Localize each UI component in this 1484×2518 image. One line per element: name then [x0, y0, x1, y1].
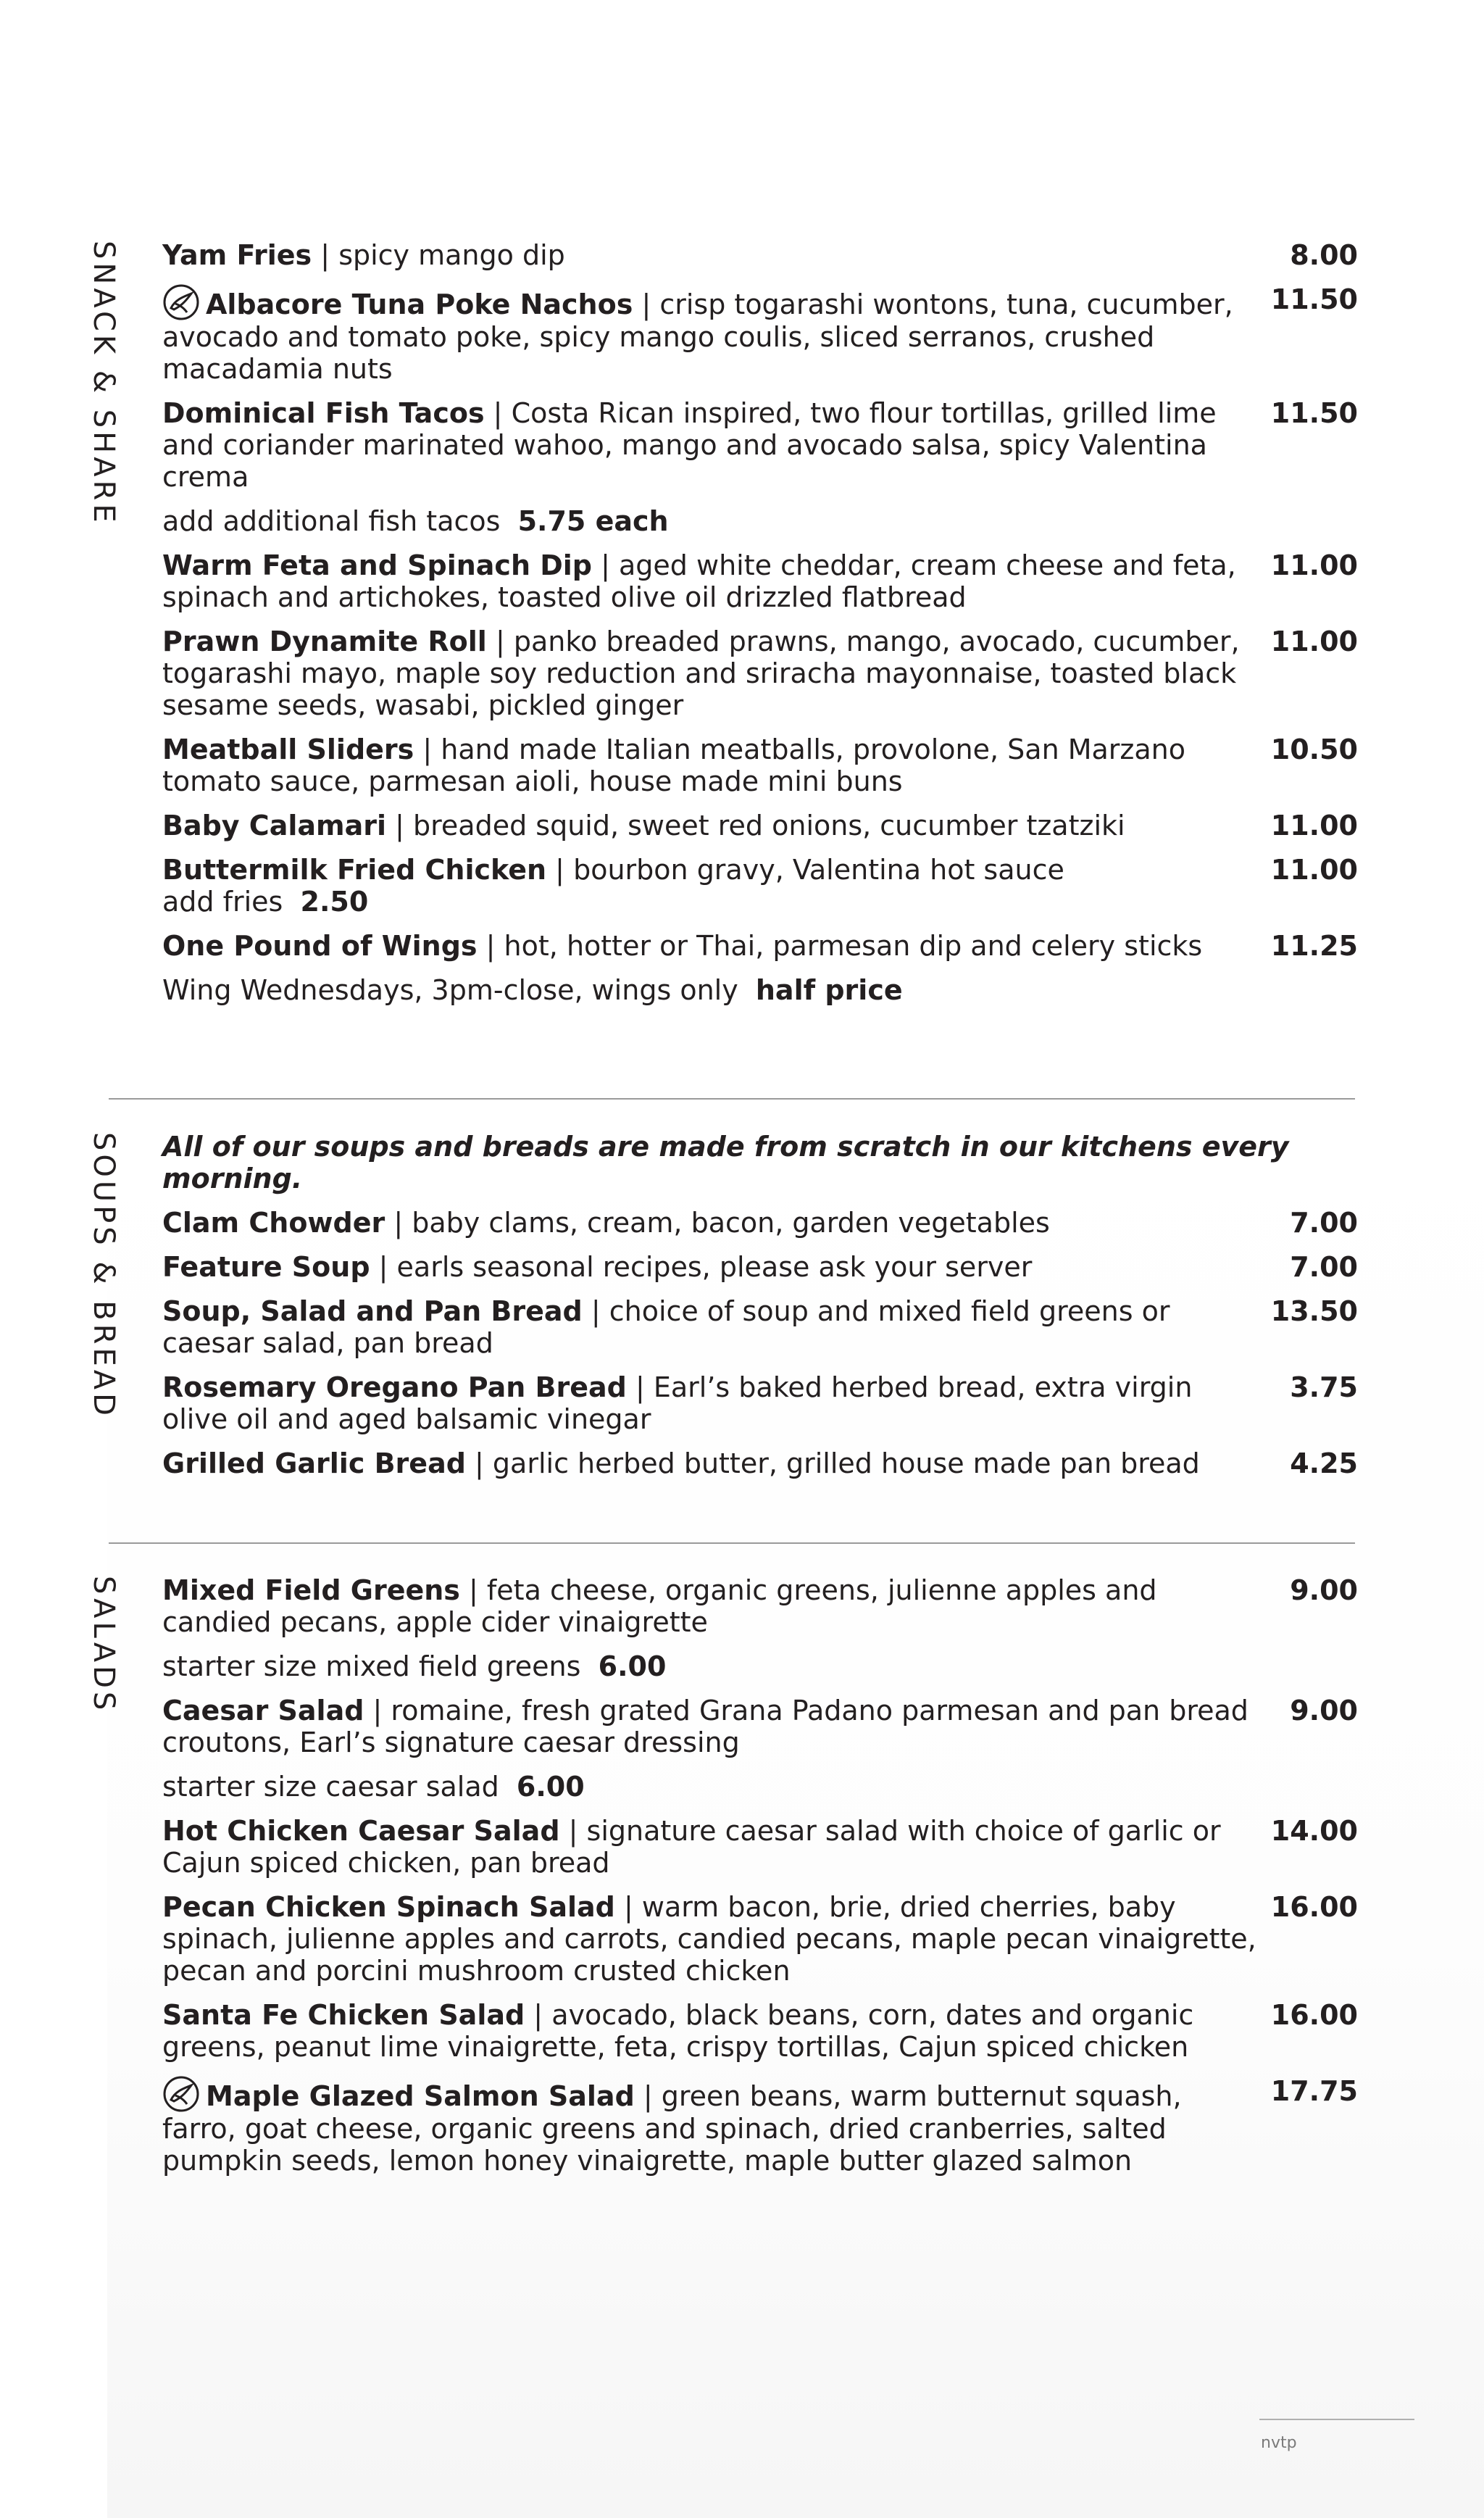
item-desc: earls seasonal recipes, please ask your server	[396, 1251, 1033, 1283]
menu-item: Santa Fe Chicken Salad | avocado, black beans, corn, dates and organic greens, peanut lime vinaigrette, feta, crispy tortillas, Cajun spiced chicken 16.00	[162, 1999, 1358, 2063]
item-price: 8.00	[1290, 239, 1358, 271]
item-desc: hot, hotter or Thai, parmesan dip and celery sticks	[504, 930, 1203, 962]
menu-item: Caesar Salad | romaine, fresh grated Grana Padano parmesan and pan bread croutons, Earl’s signature caesar dressing 9.00	[162, 1695, 1358, 1758]
footer-rule	[1259, 2419, 1414, 2420]
footer-code: nvtp	[1261, 2434, 1297, 2452]
item-price: 3.75	[1290, 1371, 1358, 1403]
section-divider	[109, 1542, 1355, 1544]
menu-item: Buttermilk Fried Chicken | bourbon gravy, Valentina hot sauce add fries 2.50 11.00	[162, 854, 1358, 918]
greens-starter-note: starter size mixed field greens 6.00	[162, 1650, 667, 1682]
item-desc: spicy mango dip	[338, 239, 565, 271]
item-price: 7.00	[1290, 1251, 1358, 1283]
soups-intro: All of our soups and breads are made from scratch in our kitchens every morning.	[162, 1131, 1289, 1194]
item-desc: Costa Rican inspired, two flour tortillas, grilled lime and coriander marinated wahoo, mango and avocado salsa, spicy Valentina crema	[162, 397, 1217, 493]
item-price: 11.50	[1270, 283, 1358, 315]
item-price: 7.00	[1290, 1207, 1358, 1239]
menu-item: Maple Glazed Salmon Salad | green beans, warm butternut squash, farro, goat cheese, organic greens and spinach, dried cranberries, salted pumpkin seeds, lemon honey vinaigrette, maple butter glazed salmon 17.75	[162, 2075, 1358, 2177]
section-title-snack: SNACK & SHARE	[87, 241, 120, 526]
menu-item: Baby Calamari | breaded squid, sweet red onions, cucumber tzatziki 11.00	[162, 810, 1358, 842]
item-price: 11.00	[1270, 810, 1358, 842]
item-desc: bourbon gravy, Valentina hot sauce	[573, 854, 1064, 886]
menu-item: Soup, Salad and Pan Bread | choice of soup and mixed field greens or caesar salad, pan bread 13.50	[162, 1295, 1358, 1359]
item-price: 16.00	[1270, 1891, 1358, 1923]
item-name: Pecan Chicken Spinach Salad	[162, 1891, 615, 1923]
item-name: Prawn Dynamite Roll	[162, 626, 487, 657]
item-desc: garlic herbed butter, grilled house made pan bread	[492, 1447, 1200, 1479]
item-price: 14.00	[1270, 1815, 1358, 1847]
menu-item: Hot Chicken Caesar Salad | signature caesar salad with choice of garlic or Cajun spiced chicken, pan bread 14.00	[162, 1815, 1358, 1879]
menu-item: Rosemary Oregano Pan Bread | Earl’s baked herbed bread, extra virgin olive oil and aged balsamic vinegar 3.75	[162, 1371, 1358, 1435]
menu-item: Warm Feta and Spinach Dip | aged white cheddar, cream cheese and feta, spinach and artichokes, toasted olive oil drizzled flatbread 11.00	[162, 549, 1358, 613]
item-name: Albacore Tuna Poke Nachos	[206, 288, 633, 320]
item-desc: avocado, black beans, corn, dates and organic greens, peanut lime vinaigrette, feta, crispy tortillas, Cajun spiced chicken	[162, 1999, 1194, 2063]
item-name: Yam Fries	[162, 239, 312, 271]
item-price: 17.75	[1270, 2075, 1358, 2107]
item-desc: warm bacon, brie, dried cherries, baby spinach, julienne apples and carrots, candied pecans, maple pecan vinaigrette, pecan and porcini mushroom crusted chicken	[162, 1891, 1256, 1987]
section-divider	[109, 1098, 1355, 1100]
item-name: One Pound of Wings	[162, 930, 478, 962]
item-name: Feature Soup	[162, 1251, 370, 1283]
item-desc: green beans, warm butternut squash, farro, goat cheese, organic greens and spinach, dried cranberries, salted pumpkin seeds, lemon honey vinaigrette, maple butter glazed salmon	[162, 2080, 1182, 2177]
item-desc: panko breaded prawns, mango, avocado, cucumber, togarashi mayo, maple soy reduction and sriracha mayonnaise, toasted black sesame seeds, wasabi, pickled ginger	[162, 626, 1240, 721]
menu-item: Yam Fries | spicy mango dip 8.00	[162, 239, 1358, 271]
section-title-salads: SALADS	[87, 1576, 120, 1714]
item-price: 4.25	[1290, 1447, 1358, 1479]
item-price: 11.25	[1270, 930, 1358, 962]
item-desc: feta cheese, organic greens, julienne apples and candied pecans, apple cider vinaigrette	[162, 1574, 1157, 1638]
item-name: Warm Feta and Spinach Dip	[162, 549, 592, 581]
item-price: 10.50	[1270, 734, 1358, 765]
ocean-wise-icon	[162, 2075, 200, 2113]
item-name: Mixed Field Greens	[162, 1574, 460, 1606]
item-desc: signature caesar salad with choice of garlic or Cajun spiced chicken, pan bread	[162, 1815, 1221, 1879]
item-price: 11.50	[1270, 397, 1358, 429]
item-desc: hand made Italian meatballs, provolone, San Marzano tomato sauce, parmesan aioli, house made mini buns	[162, 734, 1185, 797]
menu-item: One Pound of Wings | hot, hotter or Thai, parmesan dip and celery sticks 11.25	[162, 930, 1358, 962]
section-title-soups: SOUPS & BREAD	[87, 1132, 120, 1419]
item-name: Baby Calamari	[162, 810, 387, 842]
tacos-note: add additional fish tacos 5.75 each	[162, 505, 669, 537]
soups-items	[162, 1131, 1358, 1492]
salads-items	[162, 1574, 1358, 2189]
snack-items	[162, 239, 1358, 1018]
menu-item: Feature Soup | earls seasonal recipes, please ask your server 7.00	[162, 1251, 1358, 1283]
item-name: Meatball Sliders	[162, 734, 414, 765]
item-name: Grilled Garlic Bread	[162, 1447, 466, 1479]
menu-item: Dominical Fish Tacos | Costa Rican inspired, two flour tortillas, grilled lime and coriander marinated wahoo, mango and avocado salsa, spicy Valentina crema 11.50	[162, 397, 1358, 493]
item-name: Buttermilk Fried Chicken	[162, 854, 547, 886]
item-desc: romaine, fresh grated Grana Padano parmesan and pan bread croutons, Earl’s signature caesar dressing	[162, 1695, 1249, 1758]
item-desc: breaded squid, sweet red onions, cucumber tzatziki	[413, 810, 1125, 842]
item-name: Maple Glazed Salmon Salad	[206, 2080, 635, 2112]
caesar-starter-note: starter size caesar salad 6.00	[162, 1771, 585, 1803]
item-price: 13.50	[1270, 1295, 1358, 1327]
menu-item: Clam Chowder | baby clams, cream, bacon, garden vegetables 7.00	[162, 1207, 1358, 1239]
menu-item: Albacore Tuna Poke Nachos | crisp togarashi wontons, tuna, cucumber, avocado and tomato poke, spicy mango coulis, sliced serranos, crushed macadamia nuts 11.50	[162, 283, 1358, 385]
ocean-wise-icon	[162, 283, 200, 321]
menu-item: Grilled Garlic Bread | garlic herbed butter, grilled house made pan bread 4.25	[162, 1447, 1358, 1479]
item-name: Rosemary Oregano Pan Bread	[162, 1371, 627, 1403]
menu-item: Pecan Chicken Spinach Salad | warm bacon, brie, dried cherries, baby spinach, julienne apples and carrots, candied pecans, maple pecan vinaigrette, pecan and porcini mushroom crusted chicken 16.00	[162, 1891, 1358, 1987]
item-price: 9.00	[1290, 1574, 1358, 1606]
item-price: 16.00	[1270, 1999, 1358, 2031]
wings-note: Wing Wednesdays, 3pm-close, wings only half price	[162, 974, 903, 1006]
item-price: 11.00	[1270, 626, 1358, 657]
item-name: Hot Chicken Caesar Salad	[162, 1815, 560, 1847]
item-price: 11.00	[1270, 854, 1358, 886]
item-name: Soup, Salad and Pan Bread	[162, 1295, 583, 1327]
item-price: 9.00	[1290, 1695, 1358, 1727]
item-desc: choice of soup and mixed field greens or caesar salad, pan bread	[162, 1295, 1170, 1359]
item-name: Dominical Fish Tacos	[162, 397, 485, 429]
item-price: 11.00	[1270, 549, 1358, 581]
menu-item: Prawn Dynamite Roll | panko breaded prawns, mango, avocado, cucumber, togarashi mayo, maple soy reduction and sriracha mayonnaise, toasted black sesame seeds, wasabi, pickled ginger 11.00	[162, 626, 1358, 721]
item-desc: aged white cheddar, cream cheese and feta, spinach and artichokes, toasted olive oil drizzled flatbread	[162, 549, 1236, 613]
menu-item: Mixed Field Greens | feta cheese, organic greens, julienne apples and candied pecans, apple cider vinaigrette 9.00	[162, 1574, 1358, 1638]
item-desc: baby clams, cream, bacon, garden vegetables	[412, 1207, 1050, 1239]
item-desc: crisp togarashi wontons, tuna, cucumber, avocado and tomato poke, spicy mango coulis, sliced serranos, crushed macadamia nuts	[162, 288, 1233, 385]
menu-item: Meatball Sliders | hand made Italian meatballs, provolone, San Marzano tomato sauce, parmesan aioli, house made mini buns 10.50	[162, 734, 1358, 797]
item-name: Santa Fe Chicken Salad	[162, 1999, 525, 2031]
item-name: Caesar Salad	[162, 1695, 364, 1727]
item-desc: Earl’s baked herbed bread, extra virgin olive oil and aged balsamic vinegar	[162, 1371, 1193, 1435]
item-name: Clam Chowder	[162, 1207, 385, 1239]
